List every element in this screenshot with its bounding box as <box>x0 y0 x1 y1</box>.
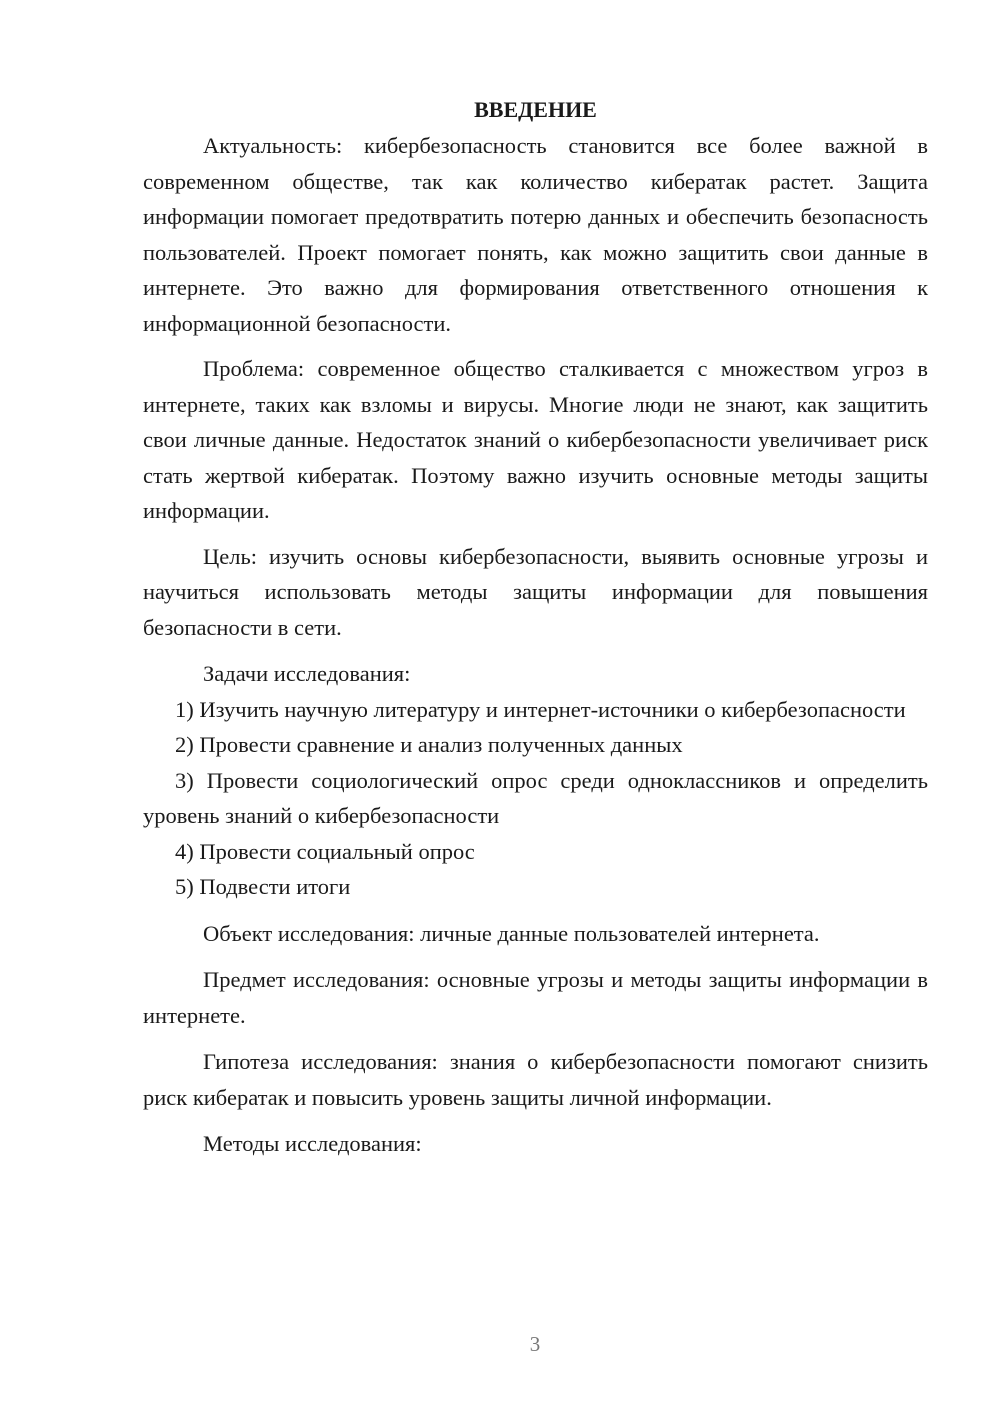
page-content <box>143 92 928 1162</box>
task-item: 2) Провести сравнение и анализ полученных данных <box>175 732 683 757</box>
tasks-heading: Задачи исследования: <box>203 661 411 686</box>
task-item: 5) Подвести итоги <box>175 874 351 899</box>
subject-paragraph: Предмет исследования: основные угрозы и методы защиты информации в интернете. <box>143 967 928 1028</box>
hypothesis-paragraph: Гипотеза исследования: знания о кибербезопасности помогают снизить риск кибератак и повысить уровень защиты личной информации. <box>143 1049 928 1110</box>
methods-heading: Методы исследования: <box>203 1131 422 1156</box>
object-paragraph: Объект исследования: личные данные пользователей интернета. <box>203 920 820 946</box>
task-item: 4) Провести социальный опрос <box>175 838 475 864</box>
problem-paragraph: Проблема: современное общество сталкивается с множеством угроз в интернете, таких как взломы и вирусы. Многие люди не знают, как защитить свои личные данные. Недостаток знаний о кибербезопасности увеличивает риск стать жертвой кибератак. Поэтому важно изучить основные методы защиты информации. <box>143 356 928 523</box>
page-number: 3 <box>529 1332 541 1356</box>
relevance-paragraph: Актуальность: кибербезопасность становится все более важной в современном обществе, так как количество кибератак растет. Защита информации помогает предотвратить потерю данных и обеспечить безопасность пользователей. Проект помогает понять, как можно защитить свои данные в интернете. Это важно для формирования ответственного отношения к информационной безопасности. <box>143 133 928 336</box>
task-item: 3) Провести социологический опрос среди одноклассников и определить уровень знаний о кибербезопасности <box>143 767 928 828</box>
task-item: 1) Изучить научную литературу и интернет-источники о кибербезопасности <box>175 696 906 722</box>
section-title: ВВЕДЕНИЕ <box>474 97 597 122</box>
goal-paragraph: Цель: изучить основы кибербезопасности, выявить основные угрозы и научиться использовать методы защиты информации для повышения безопасности в сети. <box>143 543 928 640</box>
